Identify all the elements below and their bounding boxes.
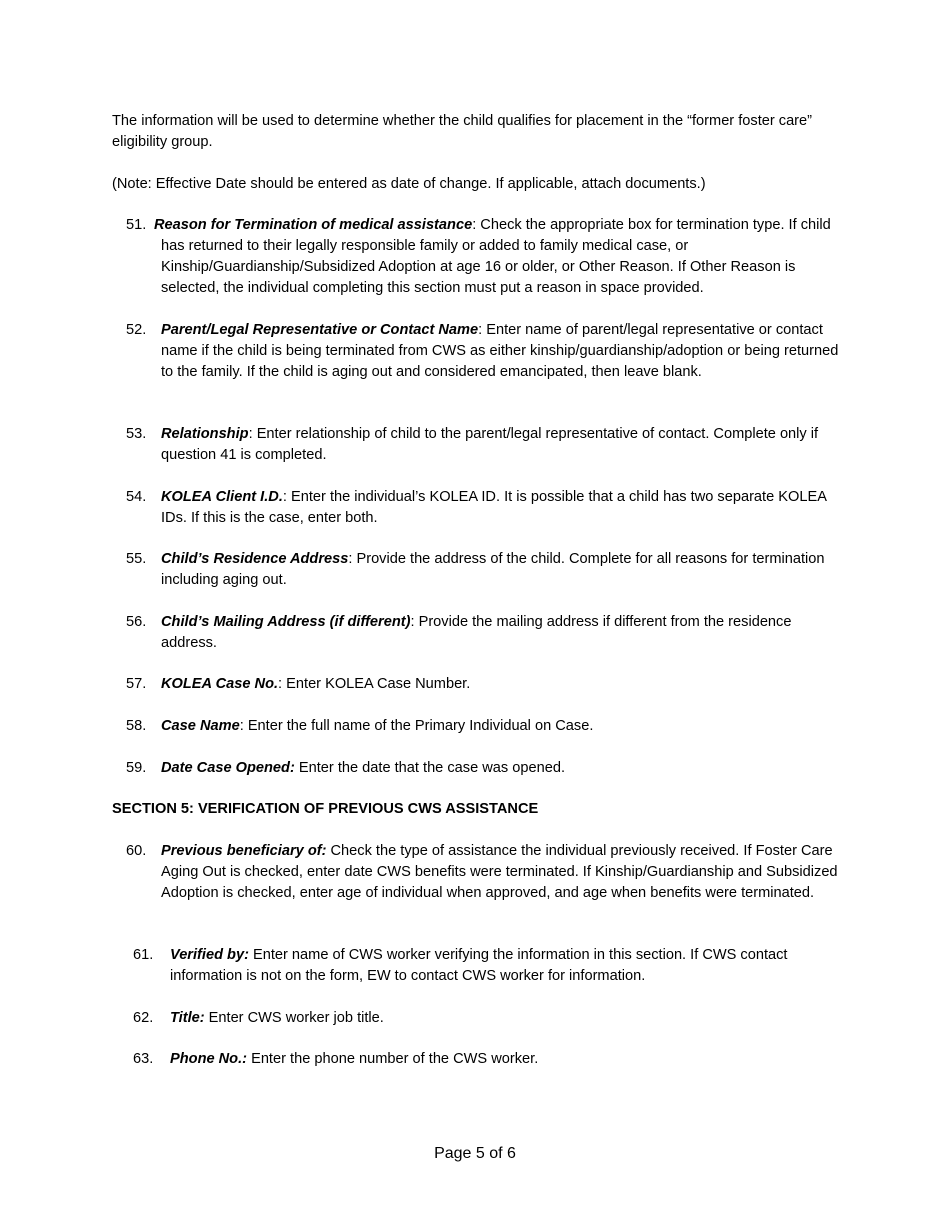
item-term: KOLEA Case No. (161, 676, 279, 692)
item-description: Provide the mailing address if different from the residence address. (161, 614, 792, 651)
item-separator: : (478, 322, 483, 338)
item-term: Parent/Legal Representative or Contact Name (161, 322, 479, 338)
item-number: 58. (126, 718, 147, 734)
item-separator: : (248, 426, 253, 442)
item-separator: : (348, 551, 353, 567)
item-description: Enter the phone number of the CWS worker. (247, 1051, 539, 1067)
item-description: Check the type of assistance the individual previously received. If Foster Care Aging Out is checked, enter date CWS benefits were terminated. If Kinship/Guardianship and Subsidized Adoption is checked, enter age of individual when approved, and age when benefits were terminated. (161, 843, 838, 901)
item-63 (170, 1049, 840, 1070)
item-number: 51. (126, 217, 147, 233)
item-number: 60. (126, 843, 147, 859)
item-56 (161, 612, 841, 654)
item-number: 61. (133, 947, 154, 963)
intro-paragraph: The information will be used to determine whether the child qualifies for placement in the “former foster care” eligibility group. (112, 113, 813, 150)
item-62 (170, 1008, 840, 1029)
item-description: Enter name of parent/legal representative or contact name if the child is being terminated from CWS as either kinship/guardianship/adoption or being returned to the family. If the child is aging out and considered emancipated, then leave blank. (161, 322, 839, 380)
item-number: 62. (133, 1010, 154, 1026)
item-term: Date Case Opened: (161, 760, 295, 776)
item-separator: : (239, 718, 244, 734)
item-description: Check the appropriate box for termination type. If child has returned to their legally responsible family or added to family medical case, or Kinship/Guardianship/Subsidized Adoption at age 16 or older, or Other Reason. If Other Reason is selected, the individual completing this section must put a reason in space provided. (161, 217, 831, 296)
item-number: 63. (133, 1051, 154, 1067)
item-description: Provide the address of the child. Complete for all reasons for termination including aging out. (161, 551, 825, 588)
item-term: Relationship (161, 426, 249, 442)
item-term: Verified by: (170, 947, 249, 963)
item-58 (161, 716, 841, 737)
item-separator: : (282, 489, 287, 505)
item-description: Enter the date that the case was opened. (294, 760, 565, 776)
item-52 (161, 320, 841, 383)
item-description: Enter name of CWS worker verifying the information in this section. If CWS contact information is not on the form, EW to contact CWS worker for information. (170, 947, 788, 984)
item-term: Child’s Residence Address (161, 551, 349, 567)
item-term: Child’s Mailing Address (if different) (161, 614, 411, 630)
item-57 (161, 674, 841, 695)
item-54 (161, 487, 841, 529)
note-paragraph: (Note: Effective Date should be entered as date of change. If applicable, attach documents.) (112, 176, 706, 192)
item-53 (161, 424, 841, 466)
page-number: Page 5 of 6 (434, 1145, 516, 1162)
item-description: Enter KOLEA Case Number. (282, 676, 471, 692)
item-number: 55. (126, 551, 147, 567)
item-59 (161, 758, 841, 779)
item-number: 59. (126, 760, 147, 776)
item-term: KOLEA Client I.D. (161, 489, 283, 505)
item-description: Enter CWS worker job title. (204, 1010, 384, 1026)
item-term: Title: (170, 1010, 205, 1026)
item-60 (161, 841, 841, 904)
item-term: Case Name (161, 718, 240, 734)
item-separator: : (278, 676, 283, 692)
item-description: Enter the full name of the Primary Individual on Case. (243, 718, 594, 734)
item-separator: : (472, 217, 477, 233)
item-term: Reason for Termination of medical assistance (154, 217, 473, 233)
item-description: Enter relationship of child to the parent/legal representative of contact. Complete only if question 41 is completed. (161, 426, 819, 463)
section-heading: SECTION 5: VERIFICATION OF PREVIOUS CWS ASSISTANCE (112, 801, 539, 817)
item-term: Previous beneficiary of: (161, 843, 327, 859)
item-number: 53. (126, 426, 147, 442)
item-55 (161, 549, 841, 591)
item-number: 54. (126, 489, 147, 505)
item-description: Enter the individual’s KOLEA ID. It is possible that a child has two separate KOLEA IDs. If this is the case, enter both. (161, 489, 827, 526)
item-number: 52. (126, 322, 147, 338)
item-51 (154, 215, 851, 299)
item-number: 56. (126, 614, 147, 630)
item-61 (168, 945, 843, 987)
item-term: Phone No.: (170, 1051, 248, 1067)
item-number: 57. (126, 676, 147, 692)
item-separator: : (410, 614, 415, 630)
